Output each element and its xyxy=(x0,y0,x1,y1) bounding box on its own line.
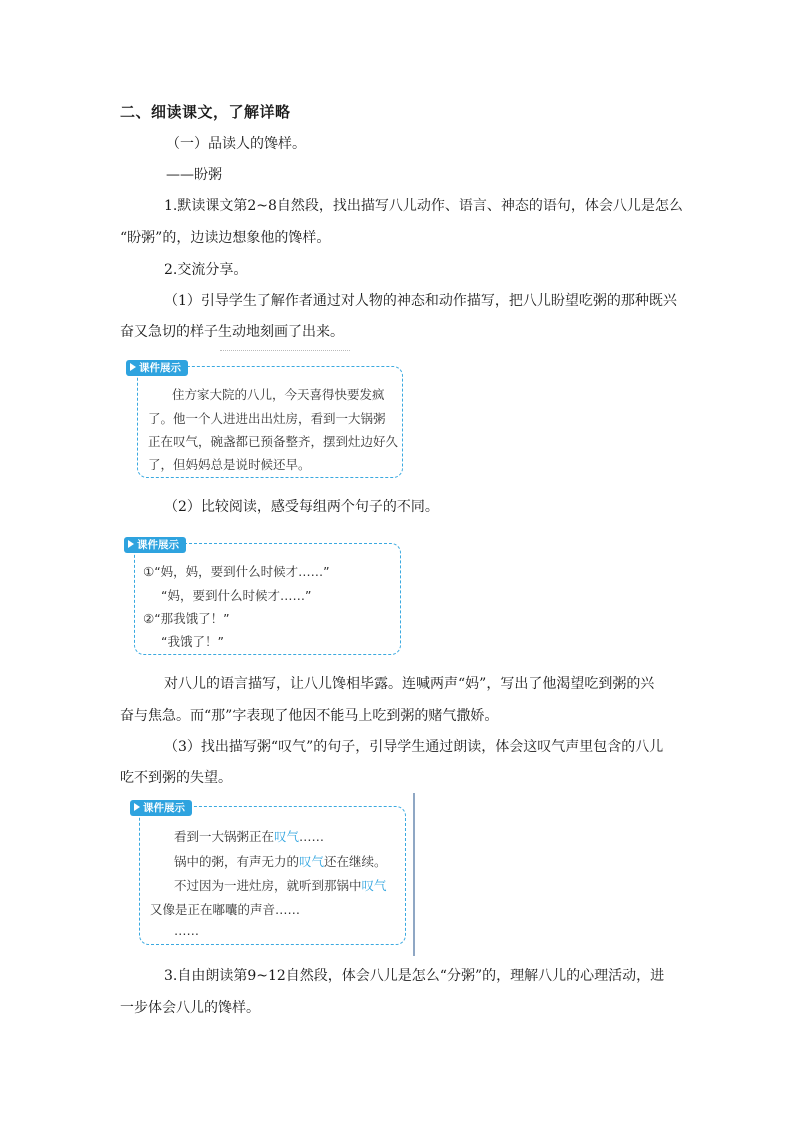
topic-label: ——盼粥 xyxy=(166,167,222,183)
courseware-tag-label: 课件展示 xyxy=(139,362,181,374)
sub3-line1: （3）找出描写粥“叹气”的句子，引导学生通过朗读，体会这叹气声里包含的八儿 xyxy=(164,739,664,755)
courseware-tag-label: 课件展示 xyxy=(143,802,185,814)
highlight-keyword: 叹气 xyxy=(274,829,300,844)
box2-line: ②“那我饿了！” xyxy=(143,611,230,626)
box2-line: ①“妈，妈，要到什么时候才……” xyxy=(143,564,330,579)
box2-line: “我饿了！” xyxy=(161,634,224,649)
play-icon xyxy=(130,363,136,371)
courseware-tag xyxy=(130,800,192,816)
box2-line: “妈，要到什么时候才……” xyxy=(161,588,312,603)
divider xyxy=(220,350,350,351)
courseware-box-2 xyxy=(134,543,401,655)
analysis-line1: 对八儿的语言描写，让八儿馋相毕露。连喊两声“妈”，写出了他渴望吃到粥的兴 xyxy=(164,676,655,692)
item1-line2: “盼粥”的，边读边想象他的馋样。 xyxy=(120,230,331,246)
highlight-keyword: 叹气 xyxy=(299,854,325,869)
sub1-line1: （1）引导学生了解作者通过对人物的神态和动作描写，把八儿盼望吃粥的那种既兴 xyxy=(164,293,677,309)
item2: 2.交流分享。 xyxy=(164,262,248,278)
box1-line: 了，但妈妈总是说时候还早。 xyxy=(148,457,311,472)
courseware-tag xyxy=(124,537,186,553)
box3-line: 看到一大锅粥正在叹气…… xyxy=(174,829,325,844)
item3-line1: 3.自由朗读第9~12自然段，体会八儿是怎么“分粥”的，理解八儿的心理活动，进 xyxy=(164,968,665,984)
item1-line1: 1.默读课文第2~8自然段，找出描写八儿动作、语言、神态的语句，体会八儿是怎么 xyxy=(164,198,683,214)
highlight-keyword: 叹气 xyxy=(361,878,387,893)
play-icon xyxy=(134,803,140,811)
analysis-line2: 奋与焦急。而“那”字表现了他因不能马上吃到粥的赌气撒娇。 xyxy=(120,708,499,724)
box3-line: …… xyxy=(174,923,199,938)
box3-line: 不过因为一进灶房，就听到那锅中叹气 xyxy=(174,878,387,893)
margin-rule xyxy=(413,793,415,956)
courseware-box-1 xyxy=(137,366,403,478)
box3-line: 又像是正在嘟囔的声音…… xyxy=(150,902,301,917)
subheading: （一）品读人的馋样。 xyxy=(166,136,306,152)
courseware-tag xyxy=(126,360,188,376)
section-heading: 二、细读课文，了解详略 xyxy=(120,103,291,121)
sub2: （2）比较阅读，感受每组两个句子的不同。 xyxy=(164,499,439,515)
sub1-line2: 奋又急切的样子生动地刻画了出来。 xyxy=(120,324,344,340)
item3-line2: 一步体会八儿的馋样。 xyxy=(120,1000,260,1016)
box1-line: 正在叹气，碗盏都已预备整齐，摆到灶边好久 xyxy=(148,434,399,449)
courseware-box-3 xyxy=(139,806,406,945)
box3-line: 锅中的粥，有声无力的叹气还在继续。 xyxy=(174,854,387,869)
box1-line: 住方家大院的八儿，今天喜得快要发疯 xyxy=(172,387,385,402)
courseware-tag-label: 课件展示 xyxy=(137,539,179,551)
box1-line: 了。他一个人进进出出灶房，看到一大锅粥 xyxy=(148,411,386,426)
sub3-line2: 吃不到粥的失望。 xyxy=(120,770,232,786)
play-icon xyxy=(128,540,134,548)
